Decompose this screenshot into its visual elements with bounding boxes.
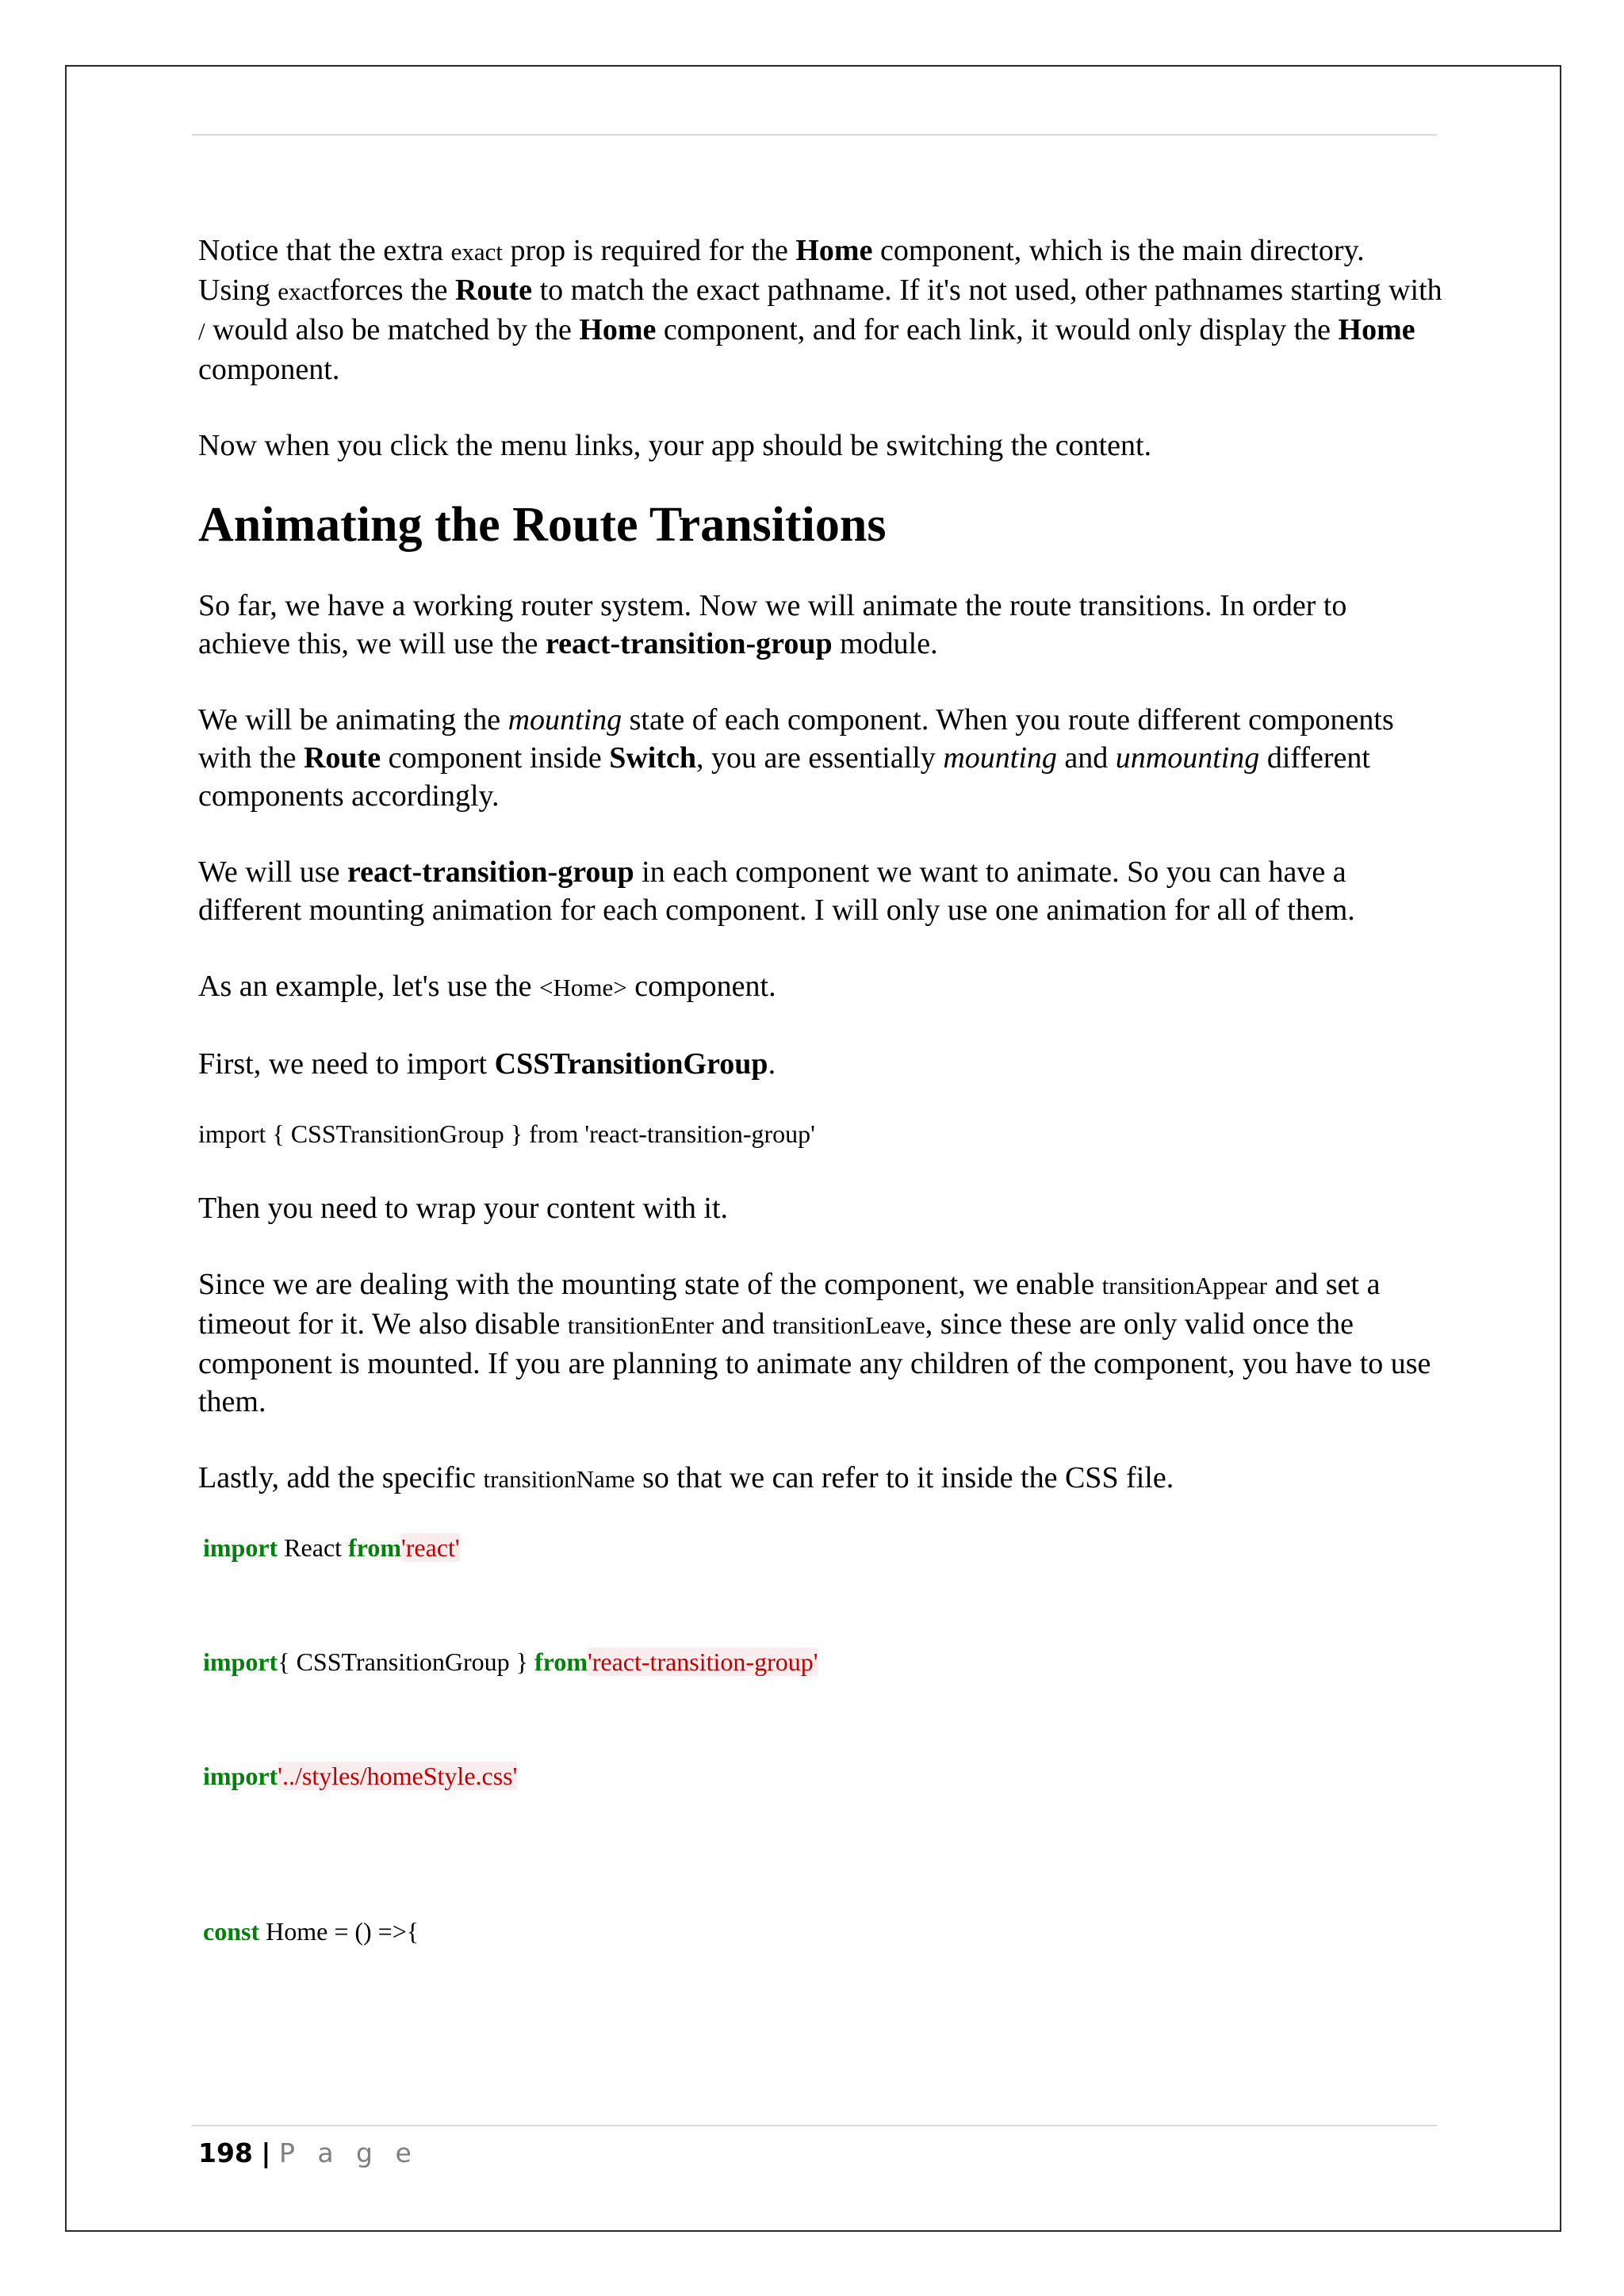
paragraph-transition-props: Since we are dealing with the mounting state of the component, we enable transitionAppear and set a timeout for it. We also disable transitionEnter and transitionLeave, since these are only valid once the component is mounted. If you are planning to animate any children of the component, you have to use them. — [198, 1268, 1431, 1418]
paragraph-menu-links: Now when you click the menu links, your app should be switching the content. — [198, 429, 1152, 462]
page-content — [198, 232, 1443, 1950]
inline-code: transitionName — [483, 1465, 635, 1493]
code-line-import-style: import'../styles/homeStyle.css' — [203, 1762, 518, 1790]
paragraph-transition-name: Lastly, add the specific transitionName so that we can refer to it inside the CSS file. — [198, 1461, 1174, 1494]
paragraph-import-first: First, we need to import CSSTransitionGroup. — [198, 1047, 776, 1081]
inline-code: transitionLeave — [772, 1311, 925, 1339]
code-line-const-home: const Home = () =>{ — [203, 1917, 419, 1946]
inline-code: exact — [278, 277, 330, 305]
inline-code: exact — [450, 238, 504, 266]
code-line-import-react: import React from'react' — [203, 1533, 460, 1562]
paragraph-wrap-content: Then you need to wrap your content with it. — [198, 1192, 729, 1225]
inline-code: <Home> — [539, 974, 627, 1001]
paragraph-exact-prop: Notice that the extra exact prop is required for the Home component, which is the main directory. Using exactforces the Route to match the exact pathname. If it's not used, other pathnames starting with / would also be matched by the Home component, and for each link, it would only display the Home component. — [198, 234, 1442, 386]
page-footer — [198, 2134, 419, 2172]
paragraph-mounting-state: We will be animating the mounting state of each component. When you route different components with the Route component inside Switch, you are essentially mounting and unmounting different components accordingly. — [198, 703, 1394, 813]
import-code-line: import { CSSTransitionGroup } from 'react-transition-group' — [198, 1119, 815, 1148]
page-number: 198 — [198, 2137, 253, 2168]
section-heading: Animating the Route Transitions — [198, 498, 887, 552]
paragraph-router-system: So far, we have a working router system. Now we will animate the route transitions. In order to achieve this, we will use the react-transition-group module. — [198, 589, 1347, 660]
page-label: P a g e — [278, 2137, 419, 2168]
code-line-import-transition-group: import{ CSSTransitionGroup } from'react-transition-group' — [203, 1647, 818, 1676]
header-rule — [192, 134, 1437, 136]
paragraph-home-example: As an example, let's use the <Home> component. — [198, 970, 776, 1003]
paragraph-transition-group-usage: We will use react-transition-group in each component we want to animate. So you can have a different mounting animation for each component. I will only use one animation for all of them. — [198, 855, 1355, 927]
inline-code: transitionEnter — [567, 1311, 714, 1339]
inline-code: transitionAppear — [1101, 1272, 1267, 1299]
footer-separator: | — [261, 2137, 271, 2168]
inline-code: / — [198, 317, 205, 345]
footer-rule — [192, 2125, 1437, 2126]
code-block — [198, 1529, 1443, 1950]
